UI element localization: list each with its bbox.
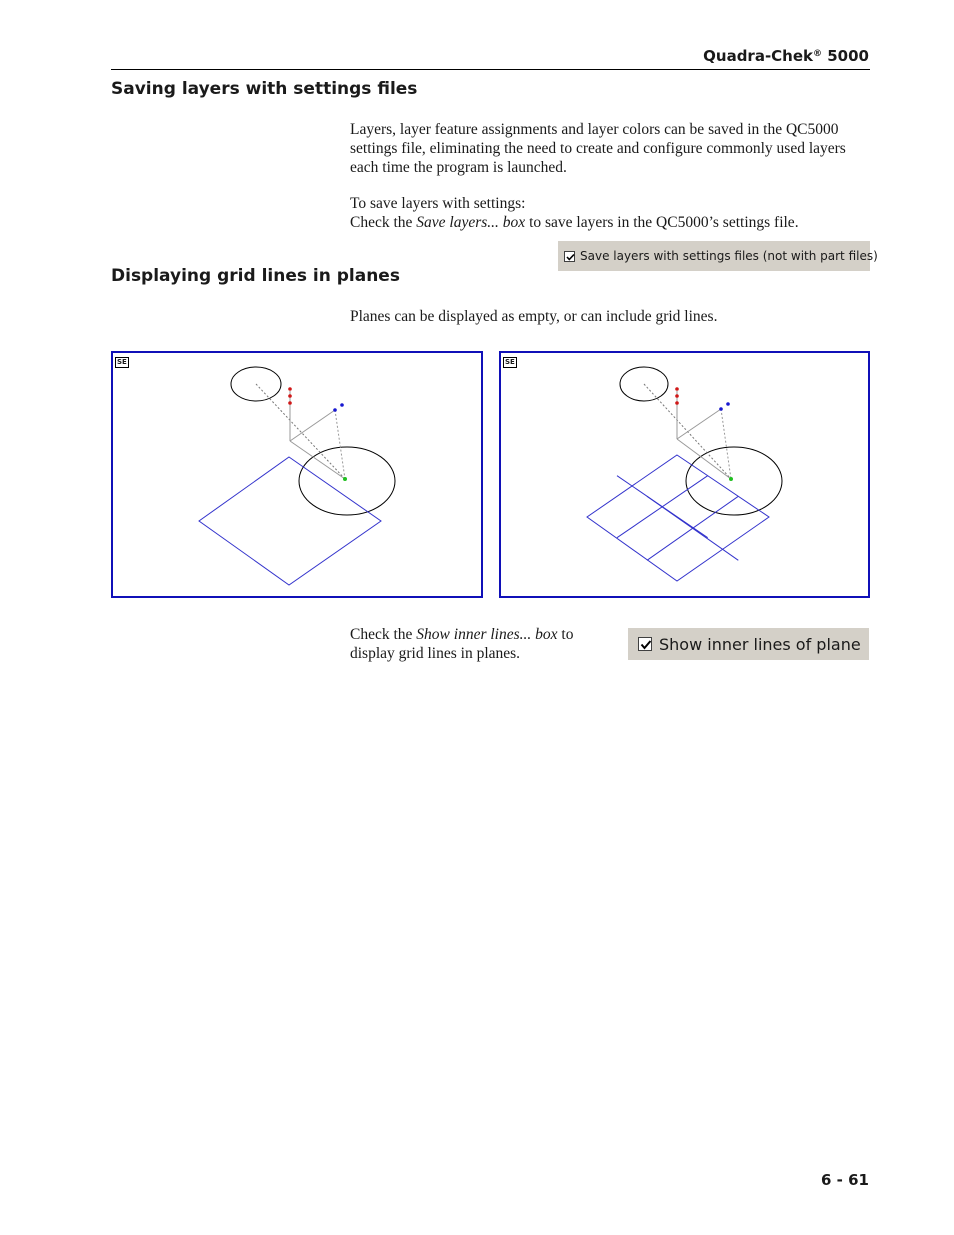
layers-paragraph: Layers, layer feature assignments and layer colors can be saved in the QC5000 settings file, eliminating the need to create and configure commonly used layers each time the program is launched. [350,121,846,176]
plane-view-empty [111,351,483,598]
instructions-text-pre: Check the [350,214,417,231]
product-model: 5000 [827,47,869,65]
view-orientation-label: SE [117,358,127,366]
grid-plane-drawing [501,353,868,596]
instructions-text-emphasis: Save layers... box [416,214,526,231]
show-inner-lines-checkbox[interactable] [638,637,652,651]
instructions-text-post: to save layers in the QC5000’s settings file. [525,214,799,231]
grid-instructions-post: to display grid lines in planes. [350,626,574,662]
checkmark-icon [565,252,576,263]
save-layers-checkbox-panel[interactable] [558,241,878,271]
grid-instructions-pre: Check the [350,626,417,643]
page-number: 6 - 61 [821,1171,869,1189]
empty-plane-drawing [113,353,481,596]
show-inner-lines-checkbox-panel[interactable] [628,628,869,660]
checkmark-icon [639,638,653,652]
instructions-heading: To save layers with settings: [350,195,526,212]
show-inner-lines-checkbox-label: Show inner lines of plane [659,634,861,654]
plane-view-grid [499,351,870,598]
grid-instructions-emphasis: Show inner lines... box [416,626,558,643]
save-layers-checkbox[interactable] [564,251,575,262]
grid-paragraph: Planes can be displayed as empty, or can include grid lines. [350,308,718,325]
view-orientation-label: SE [505,358,515,366]
section-title-saving-layers: Saving layers with settings files [111,79,418,99]
header-rule [111,69,870,70]
registered-mark: ® [813,49,823,59]
section-title-grid-lines: Displaying grid lines in planes [111,266,400,286]
grid-instructions [350,625,612,663]
layers-instructions [350,194,872,232]
product-name: Quadra-Chek [703,47,814,65]
save-layers-checkbox-label: Save layers with settings files (not with part files) [580,249,878,263]
running-header [703,47,869,65]
